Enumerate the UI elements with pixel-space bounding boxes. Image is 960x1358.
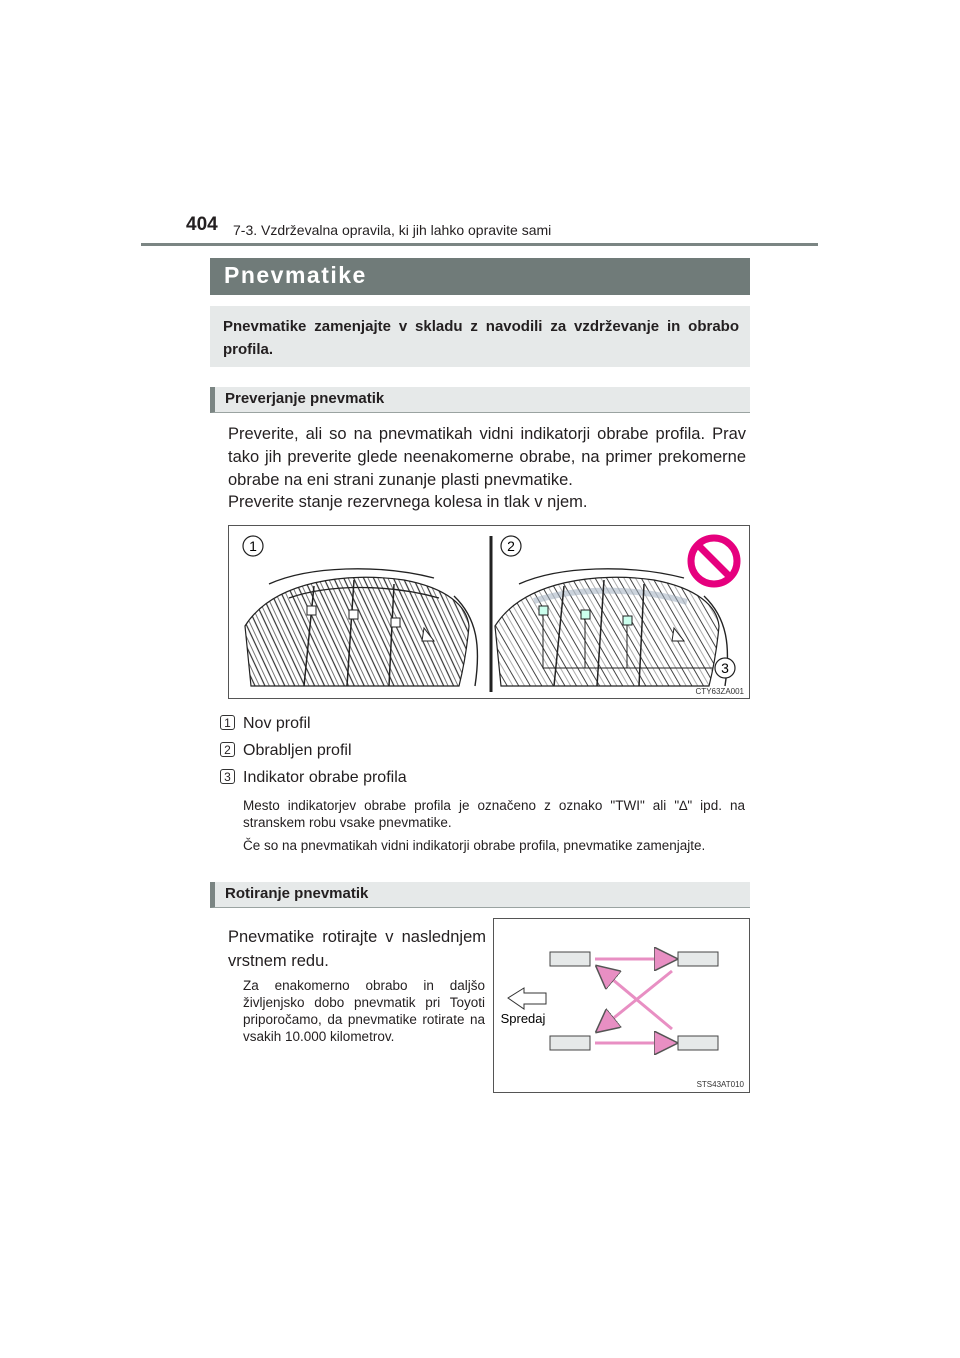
figure-code: CTY63ZA001: [695, 687, 744, 696]
wear-indicator-note-2: Če so na pnevmatikah vidni indikatorji obrabe profila, pnevmatike zamenjajte.: [243, 838, 706, 853]
worn-tire-drawing: [495, 569, 727, 686]
tire-front-left: [550, 952, 590, 966]
rotation-figure: [493, 918, 750, 1093]
tire-tread-illustration: [229, 526, 749, 698]
intro-text: Pnevmatike zamenjajte v skladu z navodili za vzdrževanje in obrabo profila.: [223, 318, 739, 358]
front-direction-arrow-icon: [508, 988, 546, 1009]
tire-rear-left: [550, 1036, 590, 1050]
new-tire-drawing: [243, 569, 477, 686]
callout-3-text: 3: [721, 660, 729, 676]
subheading-rotating-tires-text: Rotiranje pnevmatik: [225, 885, 369, 902]
rotation-paragraph: Pnevmatike rotirajte v naslednjem vrstnem redu.: [228, 928, 486, 970]
callout-1-text: 1: [249, 538, 257, 554]
checking-paragraph-1: Preverite, ali so na pnevmatikah vidni indikatorji obrabe profila. Prav tako jih preverite glede neenakomerne obrabe, na primer prekomerne obrabe na eni strani zunanje plasti pnevmatike.: [228, 425, 746, 489]
front-label: Spredaj: [500, 1011, 546, 1026]
legend-number-1: 1: [220, 715, 235, 730]
intro-box: [210, 306, 750, 367]
checking-paragraph-2: Preverite stanje rezervnega kolesa in tlak v njem.: [228, 493, 588, 511]
rotation-figure-code: STS43AT010: [696, 1080, 744, 1089]
legend-label-2: Obrabljen profil: [243, 742, 352, 759]
prohibited-icon: [691, 538, 737, 584]
chapter-title: 7-3. Vzdrževalna opravila, ki jih lahko opravite sami: [233, 222, 552, 238]
legend-number-2: 2: [220, 742, 235, 757]
legend-label-3: Indikator obrabe profila: [243, 769, 407, 786]
tire-front-right: [678, 952, 718, 966]
rotation-note: Za enakomerno obrabo in daljšo življenjsko dobo pnevmatik pri Toyoti priporočamo, da pnevmatike rotirate na vsakih 10.000 kilometrov.: [243, 978, 485, 1044]
section-title-bar: [210, 258, 750, 295]
callout-2-text: 2: [507, 538, 515, 554]
subheading-checking-tires-text: Preverjanje pnevmatik: [225, 390, 385, 407]
legend-number-3: 3: [220, 769, 235, 784]
header-rule: [141, 243, 818, 246]
rotation-diagram: [494, 919, 749, 1092]
tire-tread-figure: [228, 525, 750, 699]
page-number: 404: [186, 214, 218, 235]
legend-label-1: Nov profil: [243, 715, 311, 732]
subheading-rotating-tires: [210, 882, 750, 908]
tire-rear-right: [678, 1036, 718, 1050]
section-title: Pnevmatike: [224, 262, 367, 288]
wear-indicator-note-1: Mesto indikatorjev obrabe profila je označeno z oznako "TWI" ali "∆" ipd. na stranskem robu vsake pnevmatike.: [243, 798, 745, 830]
subheading-checking-tires: [210, 387, 750, 413]
